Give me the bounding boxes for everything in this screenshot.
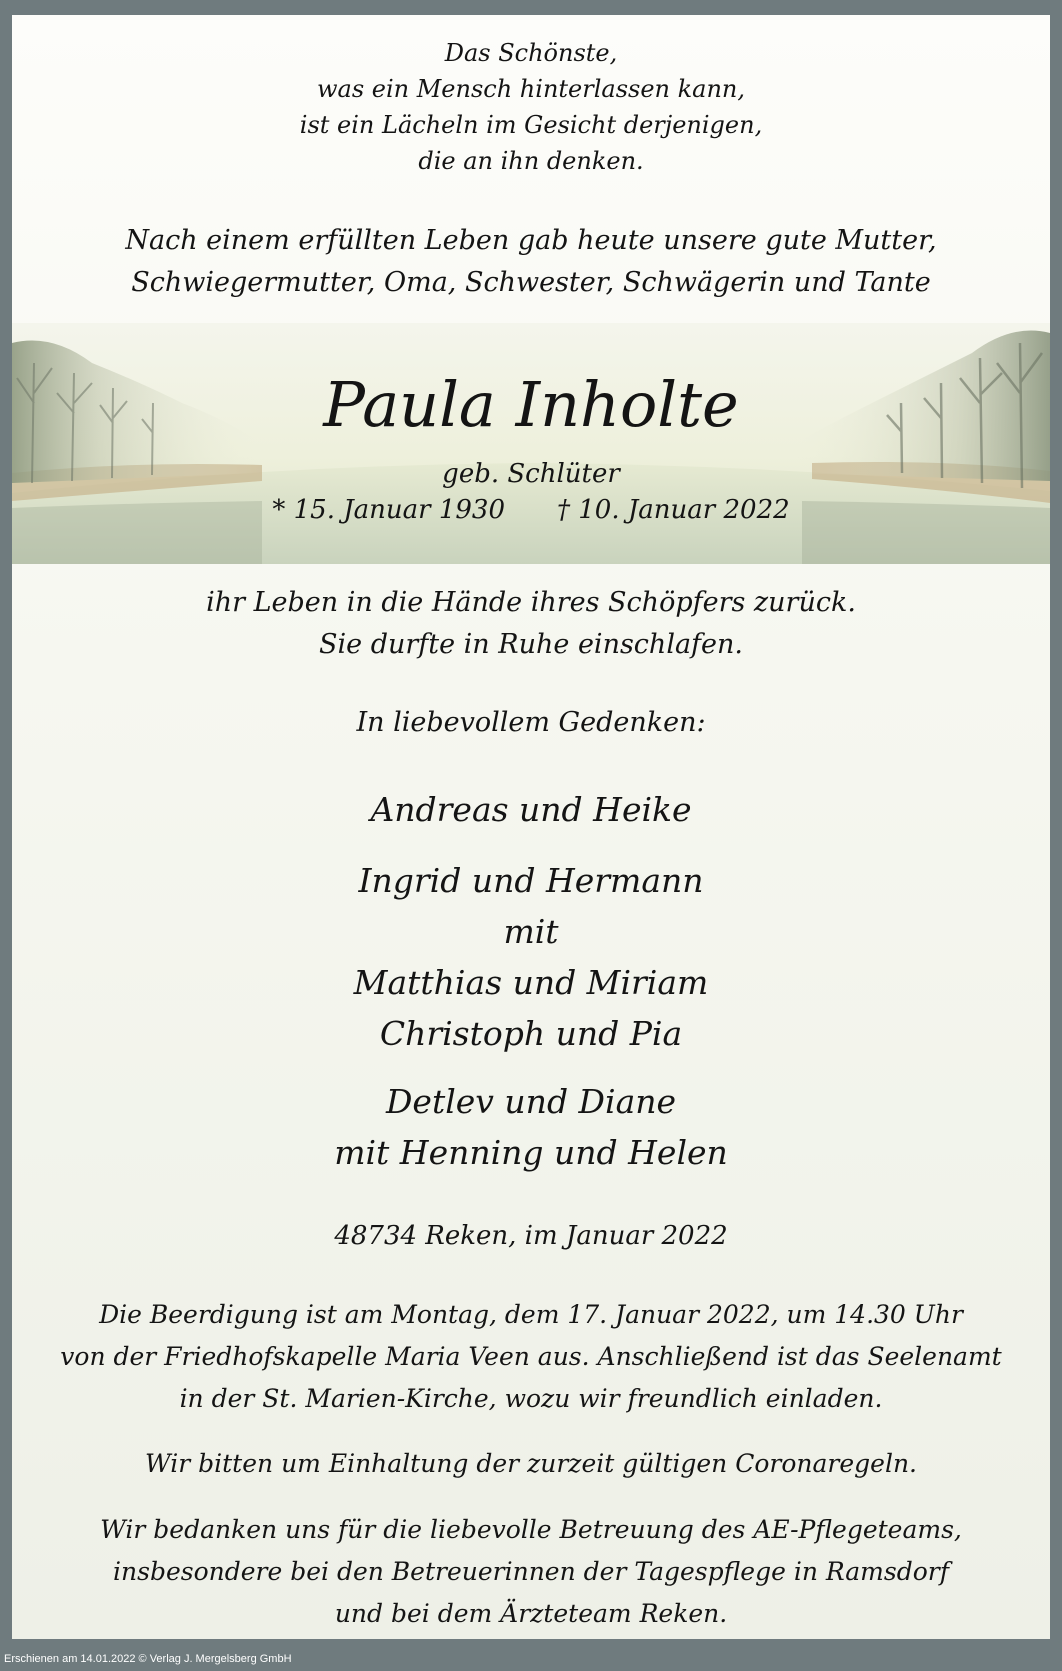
quote-line: ist ein Lächeln im Gesicht derjenigen, <box>299 111 763 139</box>
thanks-line: und bei dem Ärzteteam Reken. <box>334 1599 728 1628</box>
memorial-heading: In liebevollem Gedenken: <box>356 707 706 738</box>
family-line: Andreas und Heike <box>370 790 692 829</box>
deceased-name: Paula Inholte <box>323 368 739 441</box>
after-name-line: ihr Leben in die Hände ihres Schöpfers zurück. <box>206 587 856 618</box>
after-name-line: Sie durfte in Ruhe einschlafen. <box>319 629 743 660</box>
funeral-line: Die Beerdigung ist am Montag, dem 17. Januar 2022, um 14.30 Uhr <box>99 1300 963 1329</box>
place-date: 48734 Reken, im Januar 2022 <box>334 1221 728 1251</box>
thanks-line: Wir bedanken uns für die liebevolle Betreuung des AE-Pflegeteams, <box>100 1515 962 1544</box>
quote-line: Das Schönste, <box>444 39 618 67</box>
quote-line: die an ihn denken. <box>418 147 644 175</box>
family-line: Matthias und Miriam <box>353 963 709 1002</box>
family-line: Christoph und Pia <box>379 1014 683 1053</box>
publication-footer: Erschienen am 14.01.2022 © Verlag J. Mergelsberg GmbH <box>4 1653 292 1665</box>
corona-notice: Wir bitten um Einhaltung der zurzeit gültigen Coronaregeln. <box>144 1449 918 1478</box>
family-line: mit <box>503 912 559 951</box>
quote-line: was ein Mensch hinterlassen kann, <box>316 75 746 103</box>
intro-line: Schwiegermutter, Oma, Schwester, Schwägerin und Tante <box>131 267 931 298</box>
birth-date: * 15. Januar 1930 <box>272 495 505 525</box>
funeral-line: in der St. Marien-Kirche, wozu wir freundlich einladen. <box>179 1384 883 1413</box>
maiden-name: geb. Schlüter <box>442 459 620 489</box>
intro-line: Nach einem erfüllten Leben gab heute unsere gute Mutter, <box>125 225 937 256</box>
obituary-card <box>12 15 1050 1639</box>
life-dates <box>12 489 1050 531</box>
family-line: Ingrid und Hermann <box>358 861 704 900</box>
family-line: mit Henning und Helen <box>334 1133 728 1172</box>
family-line: Detlev und Diane <box>385 1082 677 1121</box>
funeral-line: von der Friedhofskapelle Maria Veen aus. Anschließend ist das Seelenamt <box>60 1342 1002 1371</box>
death-date: † 10. Januar 2022 <box>557 495 790 525</box>
thanks-line: insbesondere bei den Betreuerinnen der Tagespflege in Ramsdorf <box>113 1557 949 1586</box>
